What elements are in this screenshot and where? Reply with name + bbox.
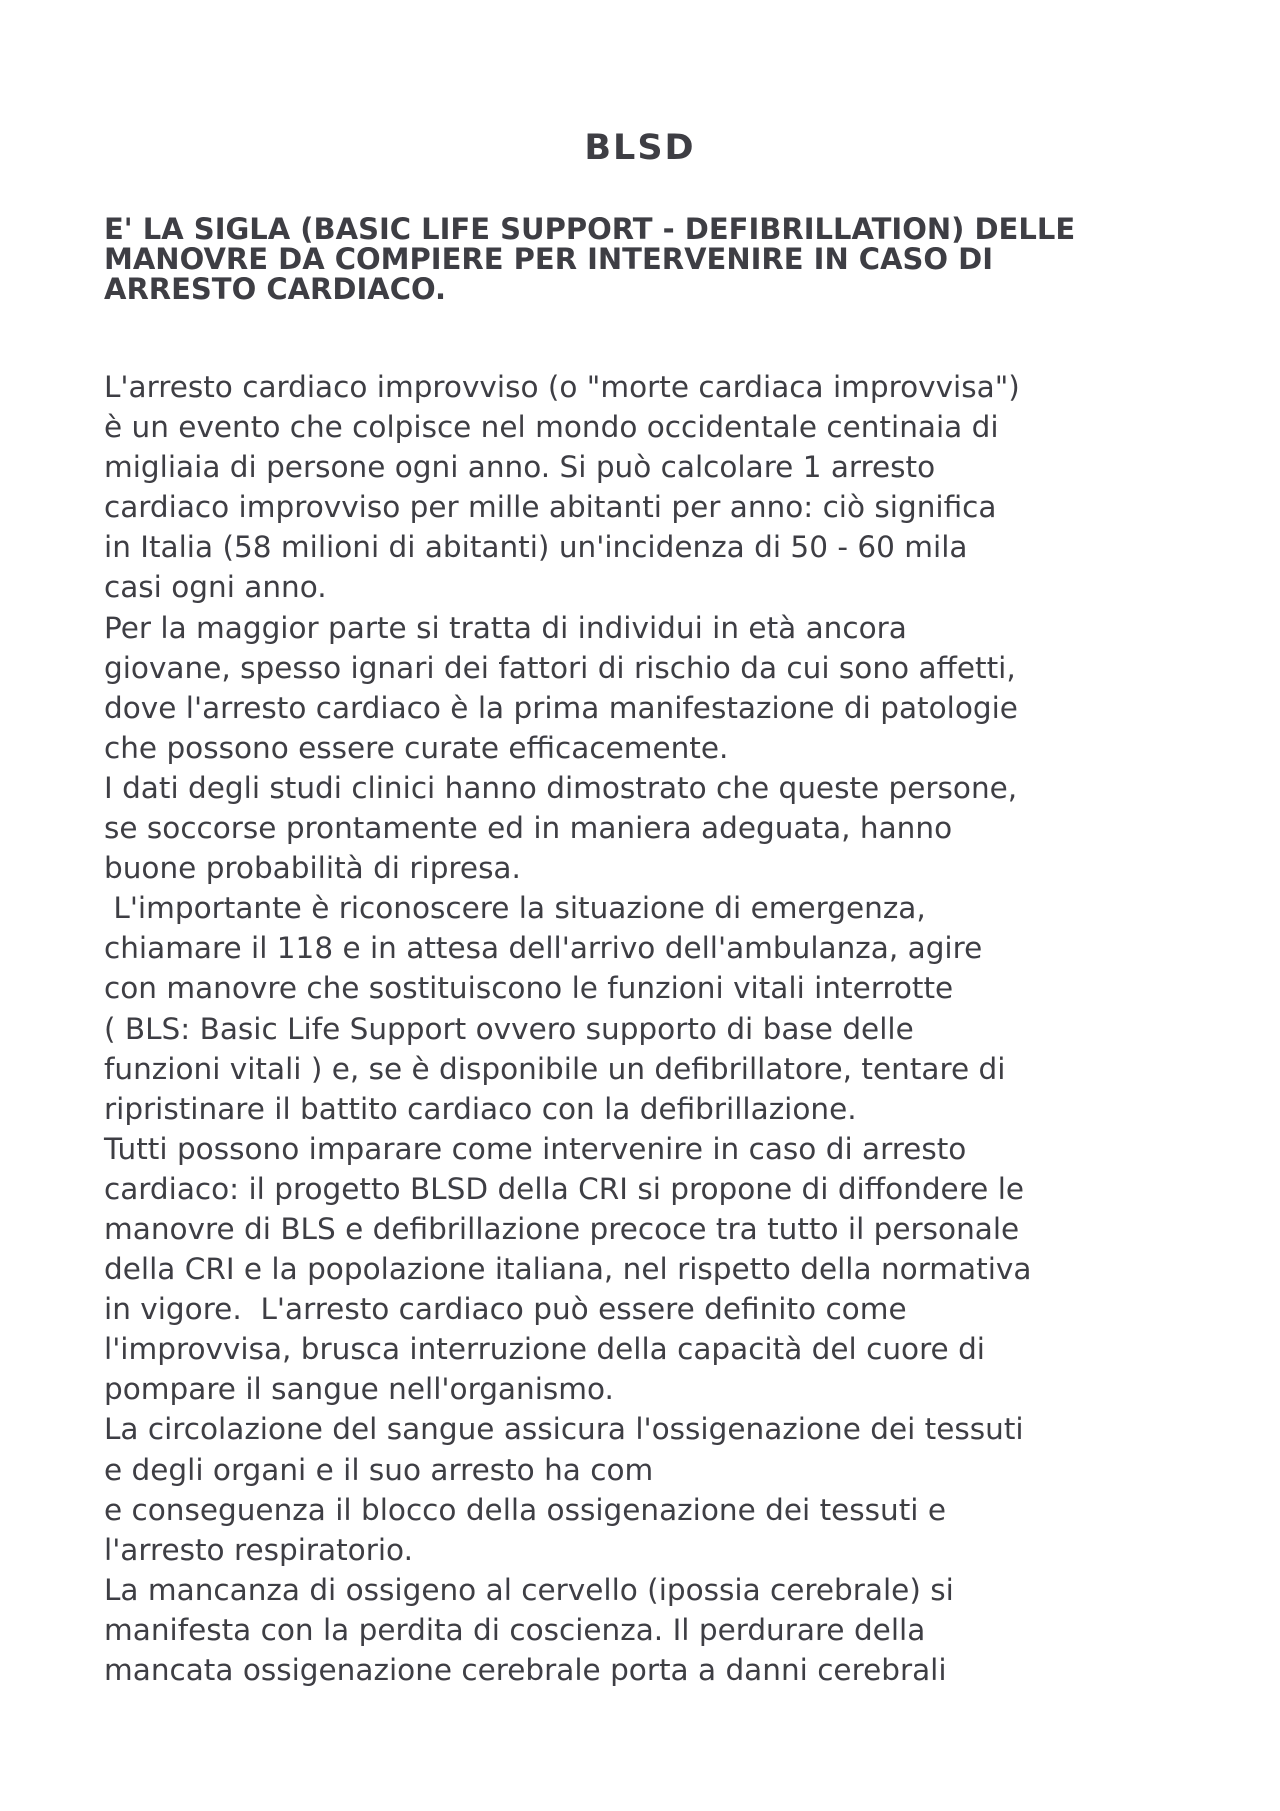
body-line: mancata ossigenazione cerebrale porta a danni cerebrali (104, 1653, 947, 1687)
body-line: funzioni vitali ) e, se è disponibile un defibrillatore, tentare di (104, 1051, 1006, 1086)
body-line: migliaia di persone ogni anno. Si può calcolare 1 arresto (104, 450, 936, 485)
body-line: manovre di BLS e defibrillazione precoce tra tutto il personale (104, 1211, 1020, 1246)
body-line: La mancanza di ossigeno al cervello (ipossia cerebrale) si (104, 1572, 954, 1607)
subtitle-line: ARRESTO CARDIACO. (104, 272, 447, 306)
body-line: cardiaco improvviso per mille abitanti per anno: ciò significa (104, 490, 997, 525)
body-line: ( BLS: Basic Life Support ovvero supporto di base delle (104, 1011, 914, 1046)
body-line: l'arresto respiratorio. (104, 1532, 413, 1567)
body-line: L'arresto cardiaco improvviso (o "morte cardiaca improvvisa") (104, 370, 1020, 404)
body-line: in vigore. L'arresto cardiaco può essere definito come (104, 1292, 907, 1327)
body-line: Per la maggior parte si tratta di individui in età ancora (104, 610, 907, 645)
subtitle-line: MANOVRE DA COMPIERE PER INTERVENIRE IN CASO DI (104, 242, 994, 276)
body-line: con manovre che sostituiscono le funzioni vitali interrotte (104, 971, 954, 1006)
body-line: chiamare il 118 e in attesa dell'arrivo dell'ambulanza, agire (104, 931, 983, 966)
body-line: in Italia (58 milioni di abitanti) un'incidenza di 50 - 60 mila (104, 530, 968, 565)
body-line: pompare il sangue nell'organismo. (104, 1372, 614, 1407)
body-line: buone probabilità di ripresa. (104, 851, 521, 886)
body-line: ripristinare il battito cardiaco con la defibrillazione. (104, 1091, 857, 1126)
body-line: l'improvvisa, brusca interruzione della capacità del cuore di (104, 1332, 985, 1367)
body-line: dove l'arresto cardiaco è la prima manifestazione di patologie (104, 690, 1018, 725)
body-line: manifesta con la perdita di coscienza. Il perdurare della (104, 1612, 926, 1647)
body-line: della CRI e la popolazione italiana, nel rispetto della normativa (104, 1252, 1032, 1287)
body-line: casi ogni anno. (104, 570, 327, 605)
body-line: cardiaco: il progetto BLSD della CRI si propone di diffondere le (104, 1171, 1025, 1206)
document-body (104, 367, 1224, 1690)
body-line: e conseguenza il blocco della ossigenazione dei tessuti e (104, 1492, 947, 1527)
body-line: L'importante è riconoscere la situazione di emergenza, (104, 891, 926, 926)
document-title: BLSD (584, 128, 696, 168)
body-line: I dati degli studi clinici hanno dimostrato che queste persone, (104, 770, 1018, 805)
body-line: è un evento che colpisce nel mondo occidentale centinaia di (104, 410, 999, 445)
body-line: e degli organi e il suo arresto ha com (104, 1452, 654, 1487)
body-line: se soccorse prontamente ed in maniera adeguata, hanno (104, 811, 953, 846)
subtitle-line: E' LA SIGLA (BASIC LIFE SUPPORT - DEFIBRILLATION) DELLE (104, 212, 1076, 246)
body-line: che possono essere curate efficacemente. (104, 730, 729, 765)
body-line: giovane, spesso ignari dei fattori di rischio da cui sono affetti, (104, 650, 1016, 685)
document-subtitle (104, 214, 1204, 304)
body-line: Tutti possono imparare come intervenire in caso di arresto (104, 1131, 967, 1166)
body-line: La circolazione del sangue assicura l'ossigenazione dei tessuti (104, 1412, 1024, 1447)
